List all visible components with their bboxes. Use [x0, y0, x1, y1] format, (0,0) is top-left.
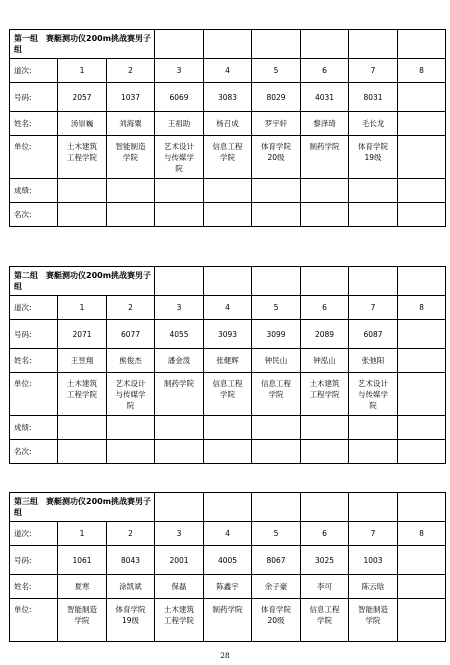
athlete-unit: 体育学院 20级	[252, 136, 301, 179]
rank-cell	[204, 440, 252, 464]
athlete-name: 王昱翔	[58, 349, 107, 373]
bib-number: 4055	[155, 320, 204, 349]
number-label: 号码:	[10, 83, 58, 112]
athlete-unit: 艺术设计 与传媒学 院	[107, 373, 155, 416]
lane-number: 6	[301, 522, 349, 546]
athlete-unit: 信息工程 学院	[252, 373, 301, 416]
athlete-unit	[398, 599, 446, 642]
rank-cell	[58, 203, 107, 227]
athlete-unit: 制药学院	[301, 136, 349, 179]
athlete-name: 李可	[301, 575, 349, 599]
athlete-name: 陈鑫宇	[204, 575, 252, 599]
athlete-unit: 信息工程 学院	[301, 599, 349, 642]
unit-label: 单位:	[10, 599, 58, 642]
lane-number: 1	[58, 59, 107, 83]
lane-number: 3	[155, 59, 204, 83]
rank-label: 名次:	[10, 440, 58, 464]
bib-number: 6069	[155, 83, 204, 112]
athlete-unit: 智能制造 学院	[107, 136, 155, 179]
heat-table	[9, 266, 446, 464]
bib-number: 3083	[204, 83, 252, 112]
athlete-unit: 土木建筑 工程学院	[58, 136, 107, 179]
athlete-unit: 艺术设计 与传媒学 院	[155, 136, 204, 179]
athlete-name: 张弛阳	[349, 349, 398, 373]
athlete-name: 夏寒	[58, 575, 107, 599]
bib-number: 1037	[107, 83, 155, 112]
lane-number: 8	[398, 522, 446, 546]
athlete-unit: 土木建筑 工程学院	[58, 373, 107, 416]
athlete-name: 潘金泼	[155, 349, 204, 373]
heat-title: 第一组 赛艇测功仪200m挑战赛男子组	[10, 30, 155, 59]
athlete-name: 毛长龙	[349, 112, 398, 136]
score-cell	[58, 416, 107, 440]
athlete-name: 罗宇轩	[252, 112, 301, 136]
athlete-name: 刘海粟	[107, 112, 155, 136]
athlete-name: 陈云晗	[349, 575, 398, 599]
score-label: 成绩:	[10, 416, 58, 440]
athlete-unit: 体育学院 19级	[107, 599, 155, 642]
bib-number: 6077	[107, 320, 155, 349]
athlete-unit: 土木建筑 工程学院	[155, 599, 204, 642]
athlete-unit: 体育学院 20级	[252, 599, 301, 642]
bib-number: 2001	[155, 546, 204, 575]
athlete-unit: 智能制造 学院	[349, 599, 398, 642]
score-cell	[301, 179, 349, 203]
athlete-unit: 制药学院	[204, 599, 252, 642]
name-label: 姓名:	[10, 112, 58, 136]
athlete-unit: 制药学院	[155, 373, 204, 416]
empty-cell	[204, 267, 252, 296]
athlete-unit: 信息工程 学院	[204, 136, 252, 179]
empty-cell	[204, 30, 252, 59]
rank-cell	[252, 203, 301, 227]
name-label: 姓名:	[10, 349, 58, 373]
bib-number: 3025	[301, 546, 349, 575]
score-cell	[252, 416, 301, 440]
score-cell	[155, 416, 204, 440]
empty-cell	[398, 493, 446, 522]
bib-number: 2089	[301, 320, 349, 349]
athlete-name: 王祖助	[155, 112, 204, 136]
bib-number: 8029	[252, 83, 301, 112]
bib-number: 4031	[301, 83, 349, 112]
lane-number: 3	[155, 296, 204, 320]
bib-number: 2071	[58, 320, 107, 349]
bib-number	[398, 546, 446, 575]
score-cell	[398, 416, 446, 440]
athlete-unit: 土木建筑 工程学院	[301, 373, 349, 416]
empty-cell	[301, 30, 349, 59]
lane-number: 5	[252, 296, 301, 320]
lane-number: 6	[301, 296, 349, 320]
athlete-name: 黎泽琦	[301, 112, 349, 136]
lane-label: 道次:	[10, 59, 58, 83]
lane-number: 2	[107, 59, 155, 83]
rank-cell	[398, 203, 446, 227]
lane-number: 6	[301, 59, 349, 83]
athlete-name: 张健辉	[204, 349, 252, 373]
bib-number: 4005	[204, 546, 252, 575]
lane-number: 7	[349, 296, 398, 320]
page-number: 28	[220, 651, 230, 660]
bib-number: 6087	[349, 320, 398, 349]
lane-label: 道次:	[10, 296, 58, 320]
athlete-name: 钟民山	[252, 349, 301, 373]
bib-number: 8067	[252, 546, 301, 575]
empty-cell	[155, 493, 204, 522]
empty-cell	[155, 267, 204, 296]
athlete-name: 余子豪	[252, 575, 301, 599]
lane-number: 2	[107, 522, 155, 546]
athlete-unit: 智能制造 学院	[58, 599, 107, 642]
athlete-name: 汤崇巍	[58, 112, 107, 136]
rank-cell	[301, 440, 349, 464]
heat-table	[9, 29, 446, 227]
unit-label: 单位:	[10, 136, 58, 179]
bib-number: 8031	[349, 83, 398, 112]
score-cell	[252, 179, 301, 203]
heat-title: 第二组 赛艇测功仪200m挑战赛男子组	[10, 267, 155, 296]
score-cell	[107, 179, 155, 203]
empty-cell	[398, 267, 446, 296]
lane-number: 1	[58, 522, 107, 546]
lane-number: 4	[204, 296, 252, 320]
bib-number	[398, 83, 446, 112]
empty-cell	[349, 493, 398, 522]
empty-cell	[252, 493, 301, 522]
rank-label: 名次:	[10, 203, 58, 227]
lane-number: 7	[349, 59, 398, 83]
bib-number: 1003	[349, 546, 398, 575]
bib-number: 1061	[58, 546, 107, 575]
number-label: 号码:	[10, 546, 58, 575]
athlete-name	[398, 575, 446, 599]
heat-title: 第三组 赛艇测功仪200m挑战赛男子组	[10, 493, 155, 522]
rank-cell	[58, 440, 107, 464]
lane-number: 5	[252, 522, 301, 546]
rank-cell	[398, 440, 446, 464]
name-label: 姓名:	[10, 575, 58, 599]
score-cell	[349, 416, 398, 440]
athlete-name	[398, 349, 446, 373]
lane-number: 1	[58, 296, 107, 320]
score-cell	[204, 179, 252, 203]
lane-number: 4	[204, 522, 252, 546]
athlete-unit: 信息工程 学院	[204, 373, 252, 416]
rank-cell	[301, 203, 349, 227]
rank-cell	[349, 203, 398, 227]
bib-number	[398, 320, 446, 349]
bib-number: 2057	[58, 83, 107, 112]
rank-cell	[107, 440, 155, 464]
unit-label: 单位:	[10, 373, 58, 416]
athlete-name: 涂凯斌	[107, 575, 155, 599]
athlete-unit: 体育学院 19级	[349, 136, 398, 179]
lane-number: 5	[252, 59, 301, 83]
empty-cell	[301, 493, 349, 522]
rank-cell	[349, 440, 398, 464]
bib-number: 3093	[204, 320, 252, 349]
empty-cell	[204, 493, 252, 522]
athlete-name: 杨召成	[204, 112, 252, 136]
rank-cell	[155, 203, 204, 227]
athlete-unit: 艺术设计 与传媒学 院	[349, 373, 398, 416]
lane-number: 8	[398, 59, 446, 83]
score-cell	[58, 179, 107, 203]
score-cell	[204, 416, 252, 440]
athlete-name: 熊俊杰	[107, 349, 155, 373]
athlete-unit	[398, 373, 446, 416]
lane-number: 4	[204, 59, 252, 83]
score-cell	[107, 416, 155, 440]
athlete-unit	[398, 136, 446, 179]
lane-label: 道次:	[10, 522, 58, 546]
rank-cell	[204, 203, 252, 227]
empty-cell	[252, 30, 301, 59]
rank-cell	[252, 440, 301, 464]
empty-cell	[155, 30, 204, 59]
rank-cell	[155, 440, 204, 464]
bib-number: 8043	[107, 546, 155, 575]
empty-cell	[398, 30, 446, 59]
empty-cell	[349, 30, 398, 59]
bib-number: 3099	[252, 320, 301, 349]
lane-number: 7	[349, 522, 398, 546]
lane-number: 3	[155, 522, 204, 546]
score-label: 成绩:	[10, 179, 58, 203]
lane-number: 2	[107, 296, 155, 320]
score-cell	[349, 179, 398, 203]
athlete-name	[398, 112, 446, 136]
score-cell	[155, 179, 204, 203]
rank-cell	[107, 203, 155, 227]
score-cell	[398, 179, 446, 203]
empty-cell	[349, 267, 398, 296]
athlete-name: 钟泓山	[301, 349, 349, 373]
heat-table	[9, 492, 446, 642]
lane-number: 8	[398, 296, 446, 320]
score-cell	[301, 416, 349, 440]
empty-cell	[301, 267, 349, 296]
athlete-name: 保磊	[155, 575, 204, 599]
empty-cell	[252, 267, 301, 296]
number-label: 号码:	[10, 320, 58, 349]
